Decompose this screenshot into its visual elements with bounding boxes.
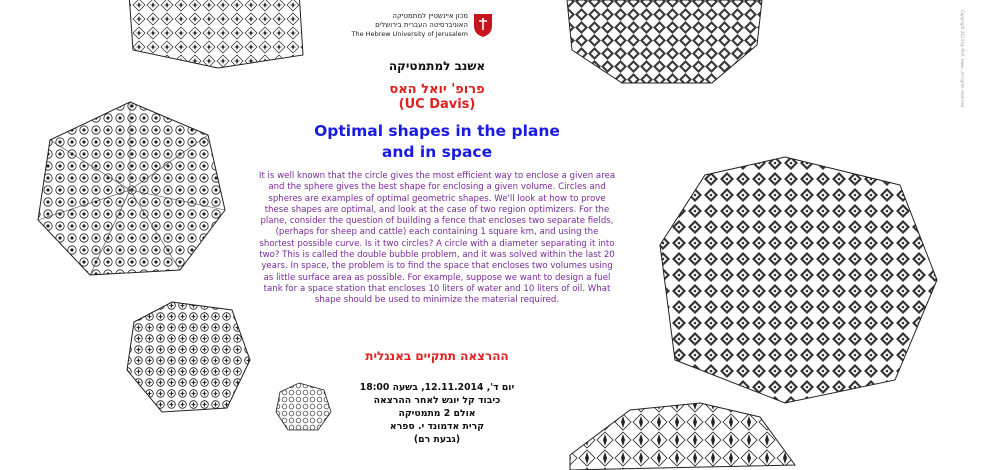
event-room: אולם 2 מתמטיקה (398, 408, 476, 419)
title-line-2: and in space (381, 143, 493, 161)
university-logo (351, 8, 500, 48)
logo-line-2: האוניברסיטה העברית בירושלים (375, 21, 468, 29)
tiling-left-lower (122, 300, 252, 415)
event-refreshments: כיבוד קל יוגש לאחר ההרצאה (373, 395, 501, 406)
event-campus: קרית אדמונד י. ספרא (389, 421, 485, 432)
event-site: (גבעת רם) (413, 434, 461, 445)
lecture-series: אשנב למתמטיקה (388, 59, 486, 73)
lecture-abstract: It is well known that the circle gives the most efficient way to enclose a given area and the sphere gives the best shape for enclosing a given volume. Circles and spheres are examples of optimal geometric shapes. We'll look at how to prove these shapes are optimal, and look at the case of two region optimizers. For the plane, consider the question of building a fence that encloses two separate fields, (perhaps for sheep and cattle) each containing 1 square km, and using the shortest possible curve. Is it two circles? A circle with a diameter separating it into two? This is called the double bubble problem, and it was solved within the last 20 years. In space, the problem is to find the space that encloses two volumes using as little surface area as possible. For example, suppose we want to design a fuel tank for a space station that encloses 10 liters of water and 10 liters of oil. What shape should be used to minimize the material required. (258, 171, 616, 306)
logo-line-1: מכון איינשטיין למתמטיקה (392, 12, 468, 20)
logo-text (352, 12, 468, 39)
tiling-right-heptagon (655, 155, 940, 405)
title-line-1: Optimal shapes in the plane (314, 122, 560, 140)
event-date-time: יום ד', 12.11.2014, בשעה 18:00 (359, 382, 515, 393)
logo-line-3: The Hebrew University of Jerusalem (351, 30, 468, 38)
university-emblem-icon (472, 12, 494, 38)
language-note: ההרצאה תתקיים באנגלית (365, 349, 509, 363)
side-note (957, 10, 997, 210)
speaker-name: פרופ' יואל האס (389, 82, 485, 97)
speaker-affiliation: (UC Davis) (398, 97, 476, 112)
side-note-text: Copyright 2014 by Prof. Haas; all rights reserved (960, 10, 965, 108)
lecture-title (262, 121, 612, 163)
event-details (262, 381, 612, 446)
tiling-left-heptagon (30, 100, 230, 280)
